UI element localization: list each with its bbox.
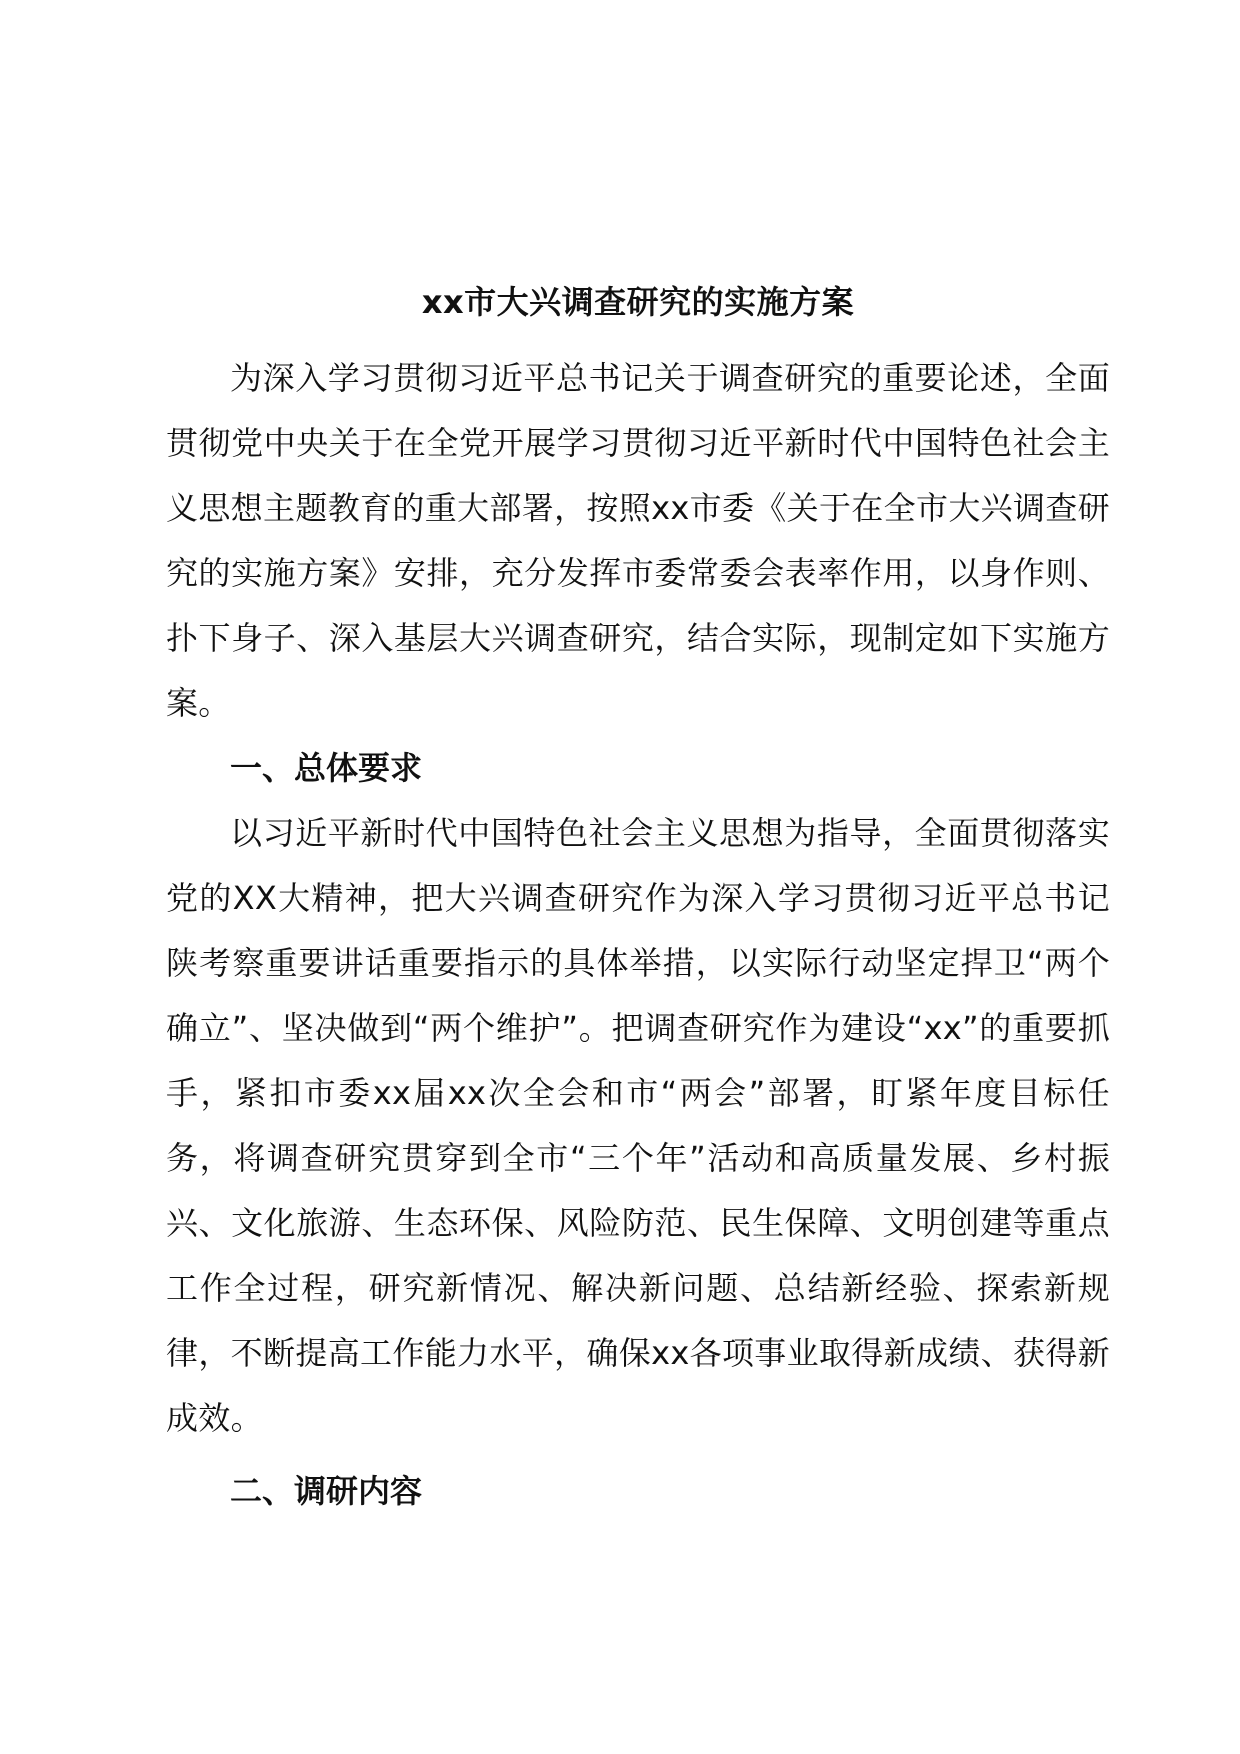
- document-title: xx市大兴调查研究的实施方案: [421, 283, 855, 321]
- document-page: [166, 278, 1110, 1524]
- section-heading-research-content: 二、调研内容: [230, 1472, 423, 1510]
- intro-paragraph: 为深入学习贯彻习近平总书记关于调查研究的重要论述，全面贯彻党中央关于在全党开展学习贯彻习近平新时代中国特色社会主义思想主题教育的重大部署，按照xx市委《关于在全市大兴调查研究的实施方案》安排，充分发挥市委常委会表率作用，以身作则、扑下身子、深入基层大兴调查研究，结合实际，现制定如下实施方案。: [166, 359, 1110, 722]
- general-requirements-paragraph: 以习近平新时代中国特色社会主义思想为指导，全面贯彻落实党的XX大精神，把大兴调查研究作为深入学习贯彻习近平总书记陕考察重要讲话重要指示的具体举措，以实际行动坚定捍卫“两个确立”、坚决做到“两个维护”。把调查研究作为建设“xx”的重要抓手，紧扣市委xx届xx次全会和市“两会”部署，盯紧年度目标任务，将调查研究贯穿到全市“三个年”活动和高质量发展、乡村振兴、文化旅游、生态环保、风险防范、民生保障、文明创建等重点工作全过程，研究新情况、解决新问题、总结新经验、探索新规律，不断提高工作能力水平，确保xx各项事业取得新成绩、获得新成效。: [166, 814, 1110, 1437]
- section-heading-general-requirements: 一、总体要求: [230, 749, 423, 787]
